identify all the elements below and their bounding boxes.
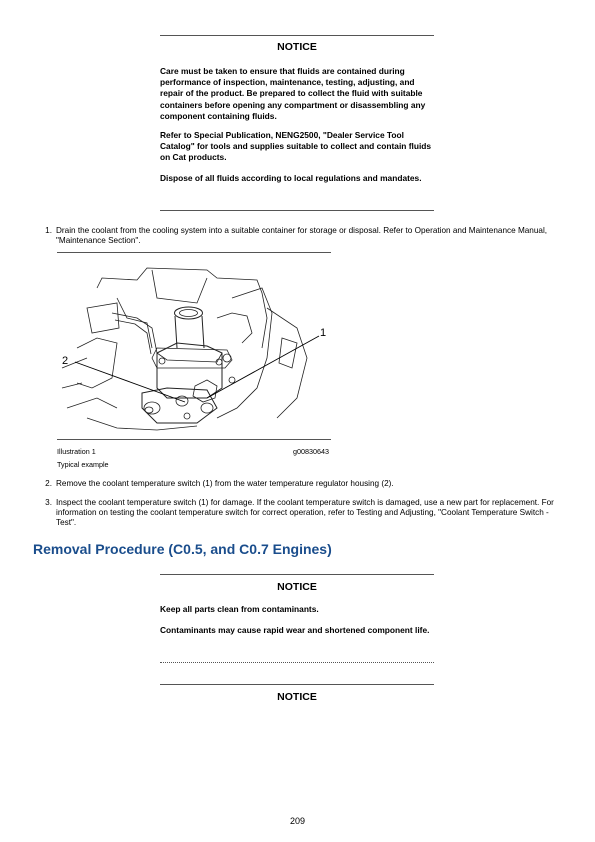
notice-paragraph: Refer to Special Publication, NENG2500, "Dealer Service Tool Catalog" for tools and supplies suitable to collect and contain fluids on Cat products. [160,130,432,163]
notice-top-rule [160,574,434,575]
list-item-text: Drain the coolant from the cooling system into a suitable container for storage or disposal. Refer to Operation and Maintenance Manual, "Maintenance Section". [56,226,548,245]
notice-bottom-rule [160,662,434,663]
notice-paragraph: Contaminants may cause rapid wear and shortened component life. [160,625,430,635]
notice-bottom-rule [160,210,434,211]
illustration-bottom-rule [57,439,331,440]
engine-illustration [57,258,331,436]
list-item-number: 1. [45,226,52,235]
page-number: 209 [289,816,306,826]
illustration-caption: Typical example [57,460,109,469]
notice-title: NOTICE [277,41,317,53]
illustration-code: g00830643 [293,447,329,456]
notice-paragraph: Keep all parts clean from contaminants. [160,604,319,614]
callout-1: 1 [320,327,327,339]
illustration-label: Illustration 1 [57,447,96,456]
notice-title: NOTICE [277,581,317,593]
notice-top-rule [160,684,434,685]
list-item-text: Inspect the coolant temperature switch (1) for damage. If the coolant temperature switch is damaged, use a new part for replacement. For information on testing the coolant temperature switch for correct operation, refer to Testing and Adjusting, "Coolant Temperature Switch - Test". [56,498,554,527]
list-item-number: 2. [45,479,52,488]
illustration-top-rule [57,252,331,253]
notice-paragraph: Care must be taken to ensure that fluids are contained during performance of inspection, maintenance, testing, adjusting, and repair of the product. Be prepared to collect the fluid with suitable containers before opening any compartment or disassembling any component containing fluids. [160,66,426,121]
list-item-number: 3. [45,498,52,507]
list-item-text: Remove the coolant temperature switch (1) from the water temperature regulator housing (2). [56,479,394,488]
callout-2: 2 [62,355,69,367]
notice-top-rule [160,35,434,36]
notice-paragraph: Dispose of all fluids according to local regulations and mandates. [160,173,422,183]
notice-title: NOTICE [277,691,317,703]
section-heading: Removal Procedure (C0.5, and C0.7 Engines) [33,541,332,557]
